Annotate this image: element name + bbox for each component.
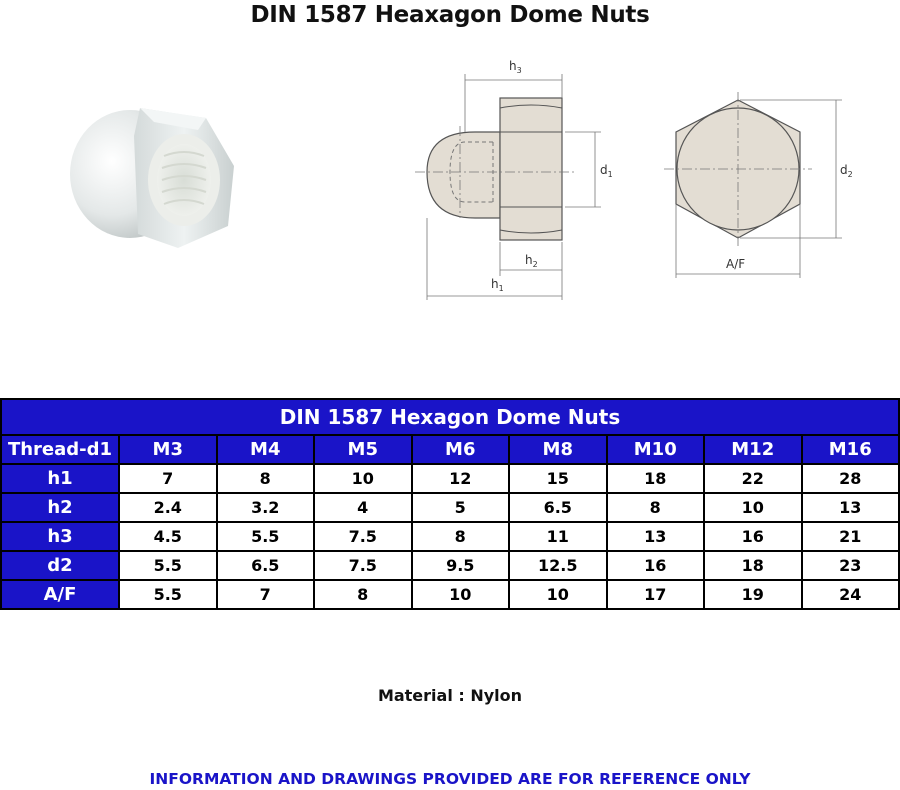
end-view-drawing [660,92,870,282]
table-cell: 5.5 [119,551,217,580]
table-cell: 24 [802,580,900,609]
table-row [1,551,899,580]
table-cell: 5.5 [119,580,217,609]
table-cell: 17 [607,580,705,609]
table-caption: DIN 1587 Hexagon Dome Nuts [1,399,899,435]
table-cell: 3.2 [217,493,315,522]
row-label: d2 [1,551,119,580]
header-cell: M10 [607,435,705,464]
table-cell: 4 [314,493,412,522]
spec-table [0,398,900,610]
header-cell: M3 [119,435,217,464]
table-cell: 8 [607,493,705,522]
dome-nut-photo [58,96,238,256]
table-cell: 19 [704,580,802,609]
svg-text:d2: $d_2$ [840,163,853,179]
material-note: Material : Nylon [377,686,523,705]
table-cell: 8 [217,464,315,493]
row-label: A/F [1,580,119,609]
svg-text:A/F: A/F [726,257,746,271]
svg-text:h2: $h_2$ [525,253,538,269]
table-cell: 6.5 [217,551,315,580]
table-cell: 10 [314,464,412,493]
table-cell: 7 [217,580,315,609]
header-cell: M12 [704,435,802,464]
svg-text:h1: $h_1$ [491,277,504,293]
table-cell: 16 [607,551,705,580]
table-cell: 28 [802,464,900,493]
table-cell: 9.5 [412,551,510,580]
header-cell: M4 [217,435,315,464]
table-cell: 16 [704,522,802,551]
table-cell: 21 [802,522,900,551]
table-cell: 22 [704,464,802,493]
table-cell: 4.5 [119,522,217,551]
table-cell: 18 [607,464,705,493]
row-label: h2 [1,493,119,522]
table-row [1,464,899,493]
header-cell: M8 [509,435,607,464]
table-row [1,580,899,609]
table-cell: 12.5 [509,551,607,580]
header-cell: M5 [314,435,412,464]
table-cell: 10 [412,580,510,609]
table-cell: 2.4 [119,493,217,522]
table-cell: 12 [412,464,510,493]
disclaimer-note: INFORMATION AND DRAWINGS PROVIDED ARE FOR REFERENCE ONLY [149,770,751,788]
row-label: h1 [1,464,119,493]
table-cell: 8 [314,580,412,609]
table-cell: 10 [704,493,802,522]
row-label: h3 [1,522,119,551]
table-cell: 10 [509,580,607,609]
header-cell: M16 [802,435,900,464]
table-cell: 5 [412,493,510,522]
table-cell: 11 [509,522,607,551]
table-cell: 6.5 [509,493,607,522]
table-row [1,522,899,551]
table-cell: 18 [704,551,802,580]
table-cell: 8 [412,522,510,551]
svg-text:d1: $d_1$ [600,163,613,179]
table-cell: 15 [509,464,607,493]
table-cell: 7 [119,464,217,493]
table-row [1,493,899,522]
table-cell: 5.5 [217,522,315,551]
header-cell: M6 [412,435,510,464]
table-header-row [1,435,899,464]
table-cell: 7.5 [314,522,412,551]
table-cell: 13 [802,493,900,522]
table-cell: 23 [802,551,900,580]
page-title: DIN 1587 Heaxagon Dome Nuts [250,2,650,28]
table-cell: 13 [607,522,705,551]
svg-text:h3: $h_3$ [509,59,522,75]
table-cell: 7.5 [314,551,412,580]
side-view-drawing [405,52,630,304]
header-cell: Thread-d1 [1,435,119,464]
